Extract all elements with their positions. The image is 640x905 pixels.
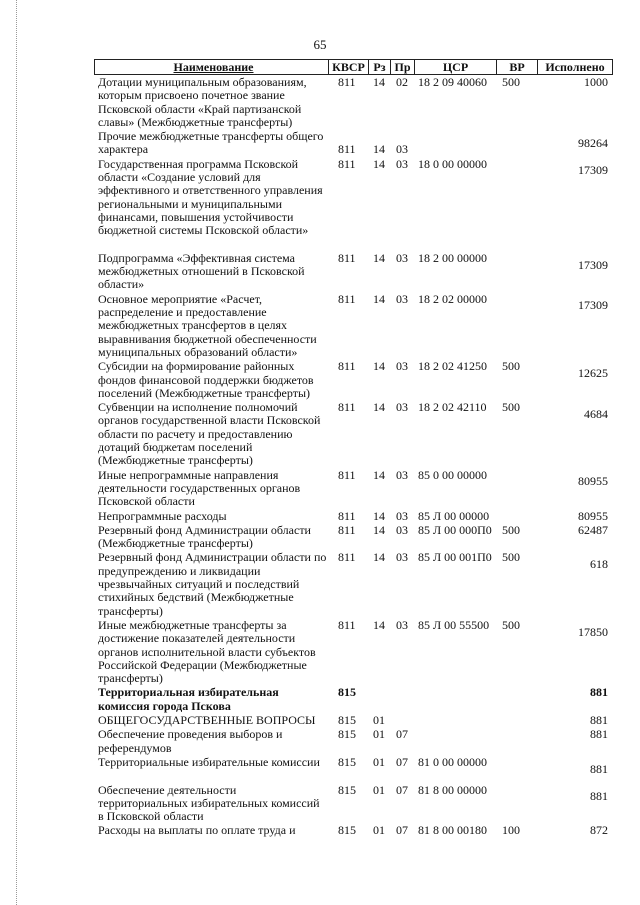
- row-csr: 81 0 00 00000: [418, 754, 487, 769]
- row-kvsr: 811: [338, 508, 356, 523]
- row-pr: 03: [396, 250, 408, 265]
- row-name: Непрограммные расходы: [98, 508, 227, 523]
- row-rz: 14: [373, 142, 385, 157]
- row-amount: 62487: [578, 522, 608, 537]
- row-csr: 18 0 00 00000: [418, 156, 487, 171]
- row-amount: 80955: [578, 508, 608, 523]
- row-pr: 07: [396, 782, 408, 797]
- row-kvsr: 811: [338, 291, 356, 306]
- row-pr: 03: [396, 550, 408, 565]
- row-vr: [496, 685, 537, 713]
- row-name: Подпрограмма «Эффективная система межбюджетных отношений в Псковской области»: [98, 250, 305, 292]
- row-kvsr: 811: [338, 142, 356, 157]
- row-csr: 85 Л 00 55500: [418, 617, 490, 632]
- header-kvsr: КВСР: [328, 60, 368, 74]
- header-pr: Пр: [390, 60, 414, 74]
- row-vr: [496, 755, 537, 783]
- row-amount: 881: [590, 789, 608, 804]
- row-name: Территориальные избирательные комиссии: [98, 754, 320, 769]
- row-name: Основное мероприятие «Расчет, распределение и предоставление межбюджетных трансфертов в целях выравнивания бюджетной обеспеченности муниципальных образований области»: [98, 291, 317, 359]
- row-rz: 14: [373, 400, 385, 415]
- row-amount: 17309: [578, 257, 608, 272]
- row-csr: 85 Л 00 000П0: [418, 522, 492, 537]
- row-kvsr: 811: [338, 400, 356, 415]
- row-name: Субвенции на исполнение полномочий органов государственной власти Псковской области по расчету и предоставлению дотаций бюджетам поселений (Межбюджетные трансферты): [98, 400, 321, 468]
- row-amount: 881: [590, 761, 608, 776]
- row-kvsr: 815: [338, 727, 356, 742]
- page-number: 65: [313, 37, 327, 52]
- row-csr: 18 2 02 42110: [418, 400, 487, 415]
- row-amount: 881: [590, 685, 608, 700]
- row-kvsr: 811: [338, 550, 356, 565]
- row-name: Иные межбюджетные трансферты за достижение показателей деятельности органов исполнительной власти субъектов Российской Федерации (Межбюджетные трансферты): [98, 617, 316, 686]
- row-csr: 81 8 00 00180: [418, 823, 487, 838]
- header-csr: ЦСР: [414, 60, 496, 74]
- row-pr: [390, 713, 414, 727]
- row-name: Дотации муниципальным образованиям, которым присвоено почетное звание Псковской области «Край партизанской славы» (Межбюджетные трансферты): [98, 75, 307, 129]
- row-rz: 14: [373, 522, 385, 537]
- row-vr: [496, 292, 537, 360]
- row-vr: [496, 509, 537, 523]
- row-amount: 4684: [584, 406, 608, 421]
- row-pr: 07: [396, 754, 408, 769]
- row-rz: 14: [373, 617, 385, 632]
- row-name: Государственная программа Псковской области «Создание условий для эффективного и ответственного управления региональными и муниципальными финансами, повышения устойчивости бюджетной системы Псковской области»: [98, 156, 323, 238]
- table-row: [94, 783, 613, 824]
- row-vr: 500: [502, 359, 520, 374]
- table-row: [94, 129, 613, 157]
- row-rz: 14: [373, 156, 385, 171]
- table-row: [94, 157, 613, 251]
- budget-table: [94, 59, 613, 838]
- row-csr: 18 2 02 00000: [418, 291, 487, 306]
- row-vr: [496, 713, 537, 727]
- row-amount: 17309: [578, 163, 608, 178]
- row-amount: 881: [590, 713, 608, 728]
- table-header: [94, 60, 613, 75]
- row-vr: 500: [502, 75, 520, 89]
- row-csr: 18 2 02 41250: [418, 359, 487, 374]
- row-kvsr: 811: [338, 156, 356, 171]
- row-pr: 03: [396, 291, 408, 306]
- row-rz: 14: [373, 359, 385, 374]
- row-kvsr: 811: [338, 75, 356, 89]
- row-rz: 14: [373, 75, 385, 89]
- header-vr: ВР: [496, 60, 537, 74]
- table-row: [94, 509, 613, 523]
- row-amount: 17850: [578, 624, 608, 639]
- table-row: [94, 523, 613, 551]
- row-name: ОБЩЕГОСУДАРСТВЕННЫЕ ВОПРОСЫ: [98, 713, 316, 728]
- row-vr: 500: [502, 522, 520, 537]
- row-vr: 500: [502, 400, 520, 415]
- row-rz: 01: [373, 754, 385, 769]
- table-row: [94, 755, 613, 783]
- row-name: Обеспечение деятельности территориальных избирательных комиссий в Псковской области: [98, 782, 320, 824]
- table-row: [94, 550, 613, 618]
- row-kvsr: 811: [338, 250, 356, 265]
- row-csr: 85 0 00 00000: [418, 467, 487, 482]
- row-vr: [496, 783, 537, 824]
- row-rz: 14: [373, 508, 385, 523]
- table-row: [94, 685, 613, 713]
- row-rz: 01: [373, 823, 385, 838]
- row-csr: 18 2 00 00000: [418, 250, 487, 265]
- table-row: [94, 468, 613, 509]
- row-amount: 618: [590, 557, 608, 572]
- row-csr: [414, 129, 496, 157]
- row-pr: 03: [396, 142, 408, 157]
- row-kvsr: 815: [338, 713, 356, 728]
- row-pr: 03: [396, 522, 408, 537]
- row-rz: 14: [373, 291, 385, 306]
- row-kvsr: 811: [338, 467, 356, 482]
- row-kvsr: 815: [338, 685, 356, 700]
- table-row: [94, 251, 613, 292]
- table-body: [94, 75, 613, 838]
- row-csr: 81 8 00 00000: [418, 782, 487, 797]
- row-rz: 14: [373, 250, 385, 265]
- row-pr: 03: [396, 617, 408, 632]
- row-amount: 80955: [578, 474, 608, 489]
- row-amount: 98264: [578, 135, 608, 150]
- header-amount: Исполнено: [537, 60, 613, 74]
- table-row: [94, 727, 613, 755]
- row-csr: [414, 727, 496, 755]
- table-row: [94, 75, 613, 129]
- row-csr: [414, 685, 496, 713]
- row-csr: 85 Л 00 001П0: [418, 550, 492, 565]
- row-csr: 85 Л 00 00000: [418, 508, 490, 523]
- row-rz: 14: [373, 467, 385, 482]
- row-vr: [496, 157, 537, 251]
- row-kvsr: 811: [338, 617, 356, 632]
- row-pr: 03: [396, 508, 408, 523]
- table-row: [94, 618, 613, 686]
- row-name: Обеспечение проведения выборов и референдумов: [98, 727, 283, 755]
- row-pr: 03: [396, 359, 408, 374]
- row-name: Прочие межбюджетные трансферты общего характера: [98, 129, 324, 157]
- row-vr: [496, 468, 537, 509]
- row-kvsr: 815: [338, 823, 356, 838]
- row-vr: [496, 251, 537, 292]
- row-csr: 18 2 09 40060: [418, 75, 487, 89]
- header-name: Наименование: [94, 60, 328, 74]
- row-rz: 01: [373, 713, 385, 728]
- row-name: Резервный фонд Администрации области по предупреждению и ликвидации чрезвычайных ситуаций и последствий стихийных бедствий (Межбюджетные трансферты): [98, 550, 327, 618]
- row-kvsr: 811: [338, 359, 356, 374]
- row-pr: 07: [396, 823, 408, 838]
- row-amount: 17309: [578, 298, 608, 313]
- row-name: Субсидии на формирование районных фондов финансовой поддержки бюджетов поселений (Межбюджетные трансферты): [98, 359, 314, 400]
- row-name: Расходы на выплаты по оплате труда и: [98, 823, 296, 838]
- table-row: [94, 823, 613, 837]
- row-rz: 01: [373, 782, 385, 797]
- row-pr: 03: [396, 156, 408, 171]
- row-vr: 500: [502, 617, 520, 632]
- table-row: [94, 359, 613, 400]
- row-amount: 1000: [584, 75, 608, 89]
- row-pr: 07: [396, 727, 408, 742]
- row-pr: 02: [396, 75, 408, 89]
- row-kvsr: 815: [338, 754, 356, 769]
- row-amount: 872: [590, 823, 608, 838]
- header-rz: Рз: [368, 60, 390, 74]
- row-rz: 01: [373, 727, 385, 742]
- row-amount: 12625: [578, 365, 608, 380]
- row-pr: 03: [396, 467, 408, 482]
- row-name: Резервный фонд Администрации области (Межбюджетные трансферты): [98, 522, 311, 551]
- row-vr: [496, 129, 537, 157]
- row-kvsr: 815: [338, 782, 356, 797]
- row-csr: [414, 713, 496, 727]
- binding-margin-line: [16, 0, 17, 905]
- row-kvsr: 811: [338, 522, 356, 537]
- row-name: Иные непрограммные направления деятельности государственных органов Псковской области: [98, 467, 301, 509]
- row-vr: 100: [502, 823, 520, 838]
- table-row: [94, 292, 613, 360]
- row-rz: [368, 685, 390, 713]
- row-pr: 03: [396, 400, 408, 415]
- row-amount: 881: [590, 727, 608, 742]
- table-row: [94, 400, 613, 468]
- row-rz: 14: [373, 550, 385, 565]
- table-row: [94, 713, 613, 727]
- row-pr: [390, 685, 414, 713]
- row-vr: [496, 727, 537, 755]
- row-name: Территориальная избирательная комиссия города Пскова: [98, 685, 279, 713]
- row-vr: 500: [502, 550, 520, 565]
